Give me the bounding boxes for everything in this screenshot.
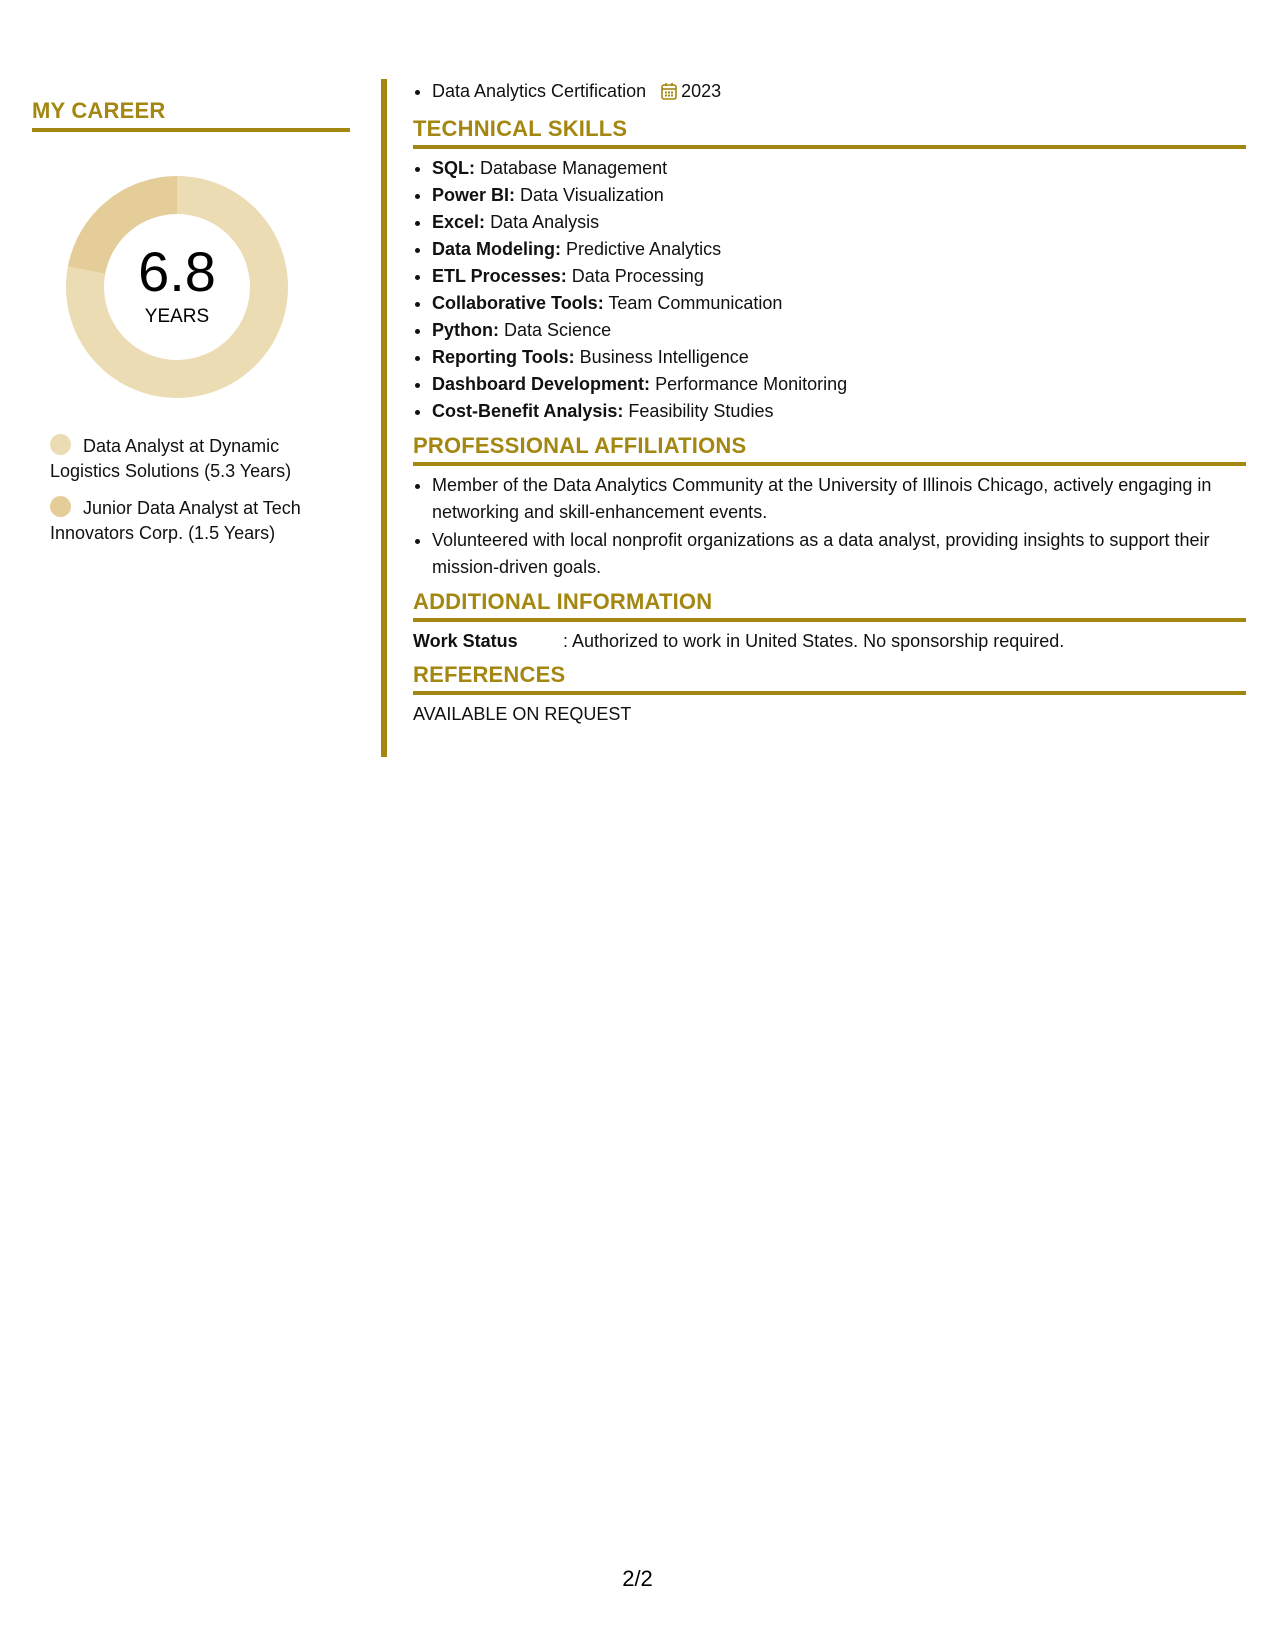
column-divider <box>381 79 387 757</box>
technical-skills-title: TECHNICAL SKILLS <box>413 116 1246 149</box>
page-number: 2/2 <box>622 1566 653 1591</box>
legend-label: Junior Data Analyst at Tech Innovators Corp. (1.5 Years) <box>50 498 301 543</box>
skill-item <box>432 317 1246 344</box>
skill-detail: Predictive Analytics <box>566 239 722 259</box>
skill-name: Python: <box>432 320 499 340</box>
legend-dot-icon <box>50 434 71 455</box>
career-sidebar <box>32 98 350 543</box>
career-donut-chart <box>66 176 288 398</box>
skill-item <box>432 236 1246 263</box>
certification-item <box>432 78 1246 108</box>
work-status-key: Work Status <box>413 631 518 651</box>
affiliations-title: PROFESSIONAL AFFILIATIONS <box>413 433 1246 466</box>
skill-item <box>432 263 1246 290</box>
skill-item <box>432 209 1246 236</box>
legend-label: Data Analyst at Dynamic Logistics Solutions (5.3 Years) <box>50 436 292 481</box>
skill-name: Data Modeling: <box>432 239 561 259</box>
certification-year: 2023 <box>681 81 722 101</box>
career-title: MY CAREER <box>32 98 350 132</box>
skill-name: Reporting Tools: <box>432 347 575 367</box>
legend-item <box>50 434 340 484</box>
certification-list <box>413 78 1246 108</box>
career-legend <box>50 434 340 558</box>
skill-detail: Data Science <box>504 320 612 340</box>
technical-skills-list <box>413 155 1246 425</box>
skill-item <box>432 182 1246 209</box>
additional-info-title: ADDITIONAL INFORMATION <box>413 589 1246 622</box>
resume-main <box>413 78 1246 727</box>
calendar-icon <box>661 81 677 108</box>
work-status-value: : Authorized to work in United States. No sponsorship required. <box>563 631 1065 651</box>
skill-name: SQL: <box>432 158 475 178</box>
affiliations-list <box>413 472 1246 581</box>
skill-detail: Database Management <box>480 158 668 178</box>
skill-name: Collaborative Tools: <box>432 293 604 313</box>
skill-detail: Data Processing <box>571 266 704 286</box>
skill-item <box>432 344 1246 371</box>
skill-name: Power BI: <box>432 185 516 205</box>
skill-item <box>432 290 1246 317</box>
skill-detail: Team Communication <box>608 293 783 313</box>
skill-detail: Data Analysis <box>490 212 600 232</box>
skill-name: ETL Processes: <box>432 266 567 286</box>
work-status-row <box>413 628 1246 654</box>
skill-item <box>432 398 1246 425</box>
affiliation-item: • Volunteered with local nonprofit organizations as a data analyst, providing insights to support their mission-driven goals. <box>432 527 1246 581</box>
skill-detail: Data Visualization <box>520 185 664 205</box>
skill-item <box>432 371 1246 398</box>
skill-name: Cost-Benefit Analysis: <box>432 401 624 421</box>
skill-detail: Performance Monitoring <box>655 374 848 394</box>
donut-center <box>66 176 288 398</box>
legend-item <box>50 496 340 546</box>
total-years-unit: YEARS <box>144 306 210 327</box>
skill-detail: Feasibility Studies <box>628 401 774 421</box>
skill-item <box>432 155 1246 182</box>
certification-name: Data Analytics Certification <box>432 81 647 101</box>
affiliation-item: • Member of the Data Analytics Community at the University of Illinois Chicago, actively engaging in networking and skill-enhancement events. <box>432 472 1246 526</box>
skill-detail: Business Intelligence <box>579 347 749 367</box>
skill-name: Excel: <box>432 212 486 232</box>
total-years-value: 6.8 <box>138 240 216 303</box>
references-title: REFERENCES <box>413 662 1246 695</box>
legend-dot-icon <box>50 496 71 517</box>
references-text: AVAILABLE ON REQUEST <box>413 704 632 724</box>
skill-name: Dashboard Development: <box>432 374 651 394</box>
